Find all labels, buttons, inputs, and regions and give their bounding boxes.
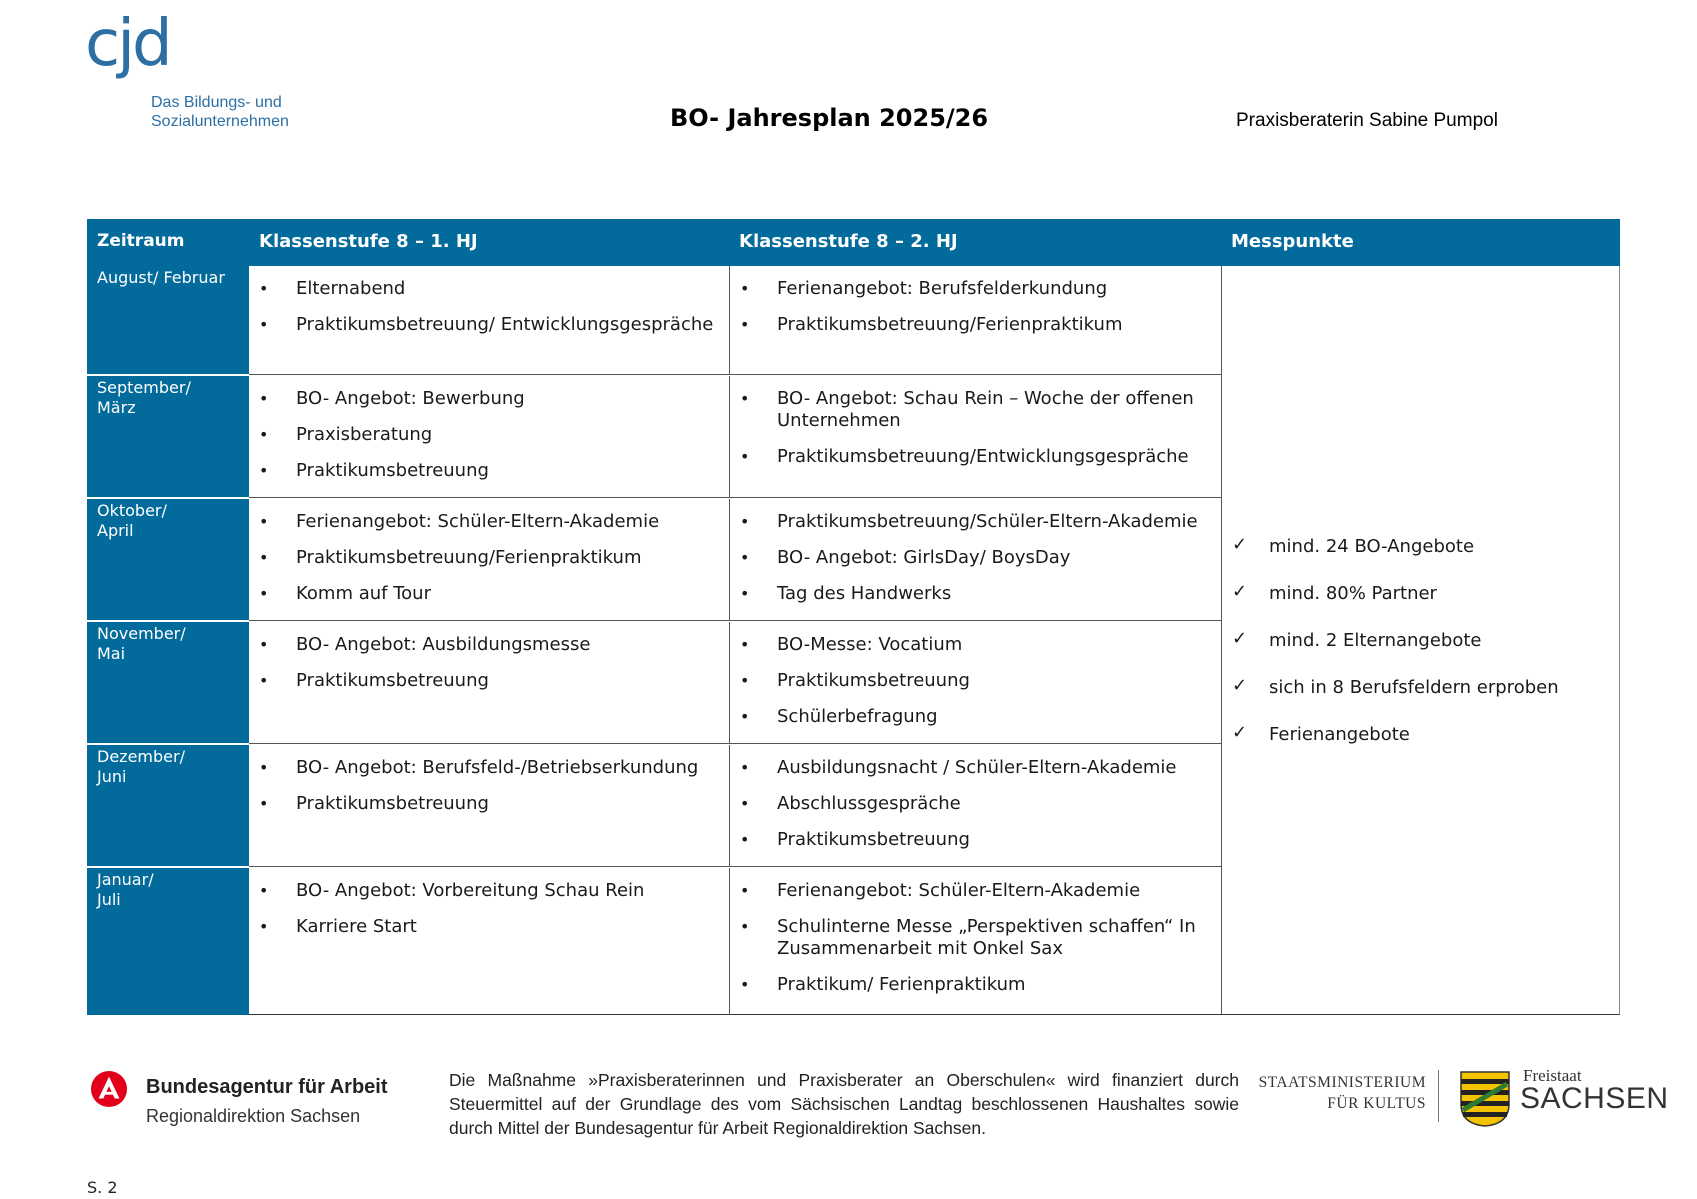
row-divider	[249, 497, 1221, 498]
hj2-cell	[729, 266, 1221, 374]
zeitraum-cell: August/ Februar	[87, 266, 249, 374]
logo-subline-1: Das Bildungs- und	[151, 94, 282, 111]
list-item: • BO- Angebot: Berufsfeld-/Betriebserkundung	[249, 757, 729, 779]
messpunkt-item	[1222, 536, 1559, 558]
zeitraum-cell: Januar/ Juli	[87, 868, 249, 1015]
ministry-line-2: FÜR KULTUS	[1327, 1095, 1426, 1112]
cjd-logo	[85, 7, 315, 135]
list-item: • Praktikum/ Ferienpraktikum	[730, 974, 1221, 996]
messpunkt-label: mind. 2 Elternangebote	[1269, 630, 1482, 651]
list-item: • Praktikumsbetreuung	[249, 793, 729, 815]
bundesagentur-logo-icon	[90, 1070, 128, 1108]
messpunkte-cell	[1221, 266, 1620, 1015]
row-divider	[249, 620, 1221, 621]
sachsen-label: SACHSEN	[1520, 1082, 1669, 1115]
zeitraum-cell: November/ Mai	[87, 622, 249, 743]
hj2-cell	[729, 499, 1221, 620]
list-item: • Praktikumsbetreuung/ Entwicklungsgespräche	[249, 314, 729, 336]
list-item: • BO- Angebot: Bewerbung	[249, 388, 729, 410]
header-hj2: Klassenstufe 8 – 2. HJ	[729, 219, 1221, 266]
hj2-cell	[729, 868, 1221, 1015]
page-number: S. 2	[87, 1178, 118, 1197]
list-item: • Abschlussgespräche	[730, 793, 1221, 815]
ba-region: Regionaldirektion Sachsen	[146, 1106, 361, 1126]
ba-name: Bundesagentur für Arbeit	[146, 1076, 388, 1098]
list-item: • Ausbildungsnacht / Schüler-Eltern-Akademie	[730, 757, 1221, 779]
header-hj1: Klassenstufe 8 – 1. HJ	[249, 219, 729, 266]
list-item: • Schülerbefragung	[730, 706, 1221, 728]
logo-wordmark: cjd	[85, 7, 170, 81]
list-item: • Praktikumsbetreuung	[249, 460, 729, 482]
messpunkt-label: Ferienangebote	[1269, 724, 1410, 745]
row-divider	[249, 374, 1221, 375]
funding-footer	[86, 1040, 1669, 1140]
zeitraum-cell: Dezember/ Juni	[87, 745, 249, 866]
ministry-name	[1186, 1072, 1426, 1114]
list-item: • Schulinterne Messe „Perspektiven schaffen“ In Zusammenarbeit mit Onkel Sax	[730, 916, 1221, 960]
advisor-name: Praxisberaterin Sabine Pumpol	[1236, 110, 1498, 131]
list-item: • Karriere Start	[249, 916, 729, 938]
row-divider	[249, 866, 1221, 867]
zeitraum-cell: Oktober/ April	[87, 499, 249, 620]
ministry-divider	[1438, 1070, 1439, 1122]
list-item: • Komm auf Tour	[249, 583, 729, 605]
header-zeitraum: Zeitraum	[87, 219, 249, 266]
list-item: • BO- Angebot: GirlsDay/ BoysDay	[730, 547, 1221, 569]
checkmark-icon: ✓	[1232, 534, 1248, 555]
logo-subline-2: Sozialunternehmen	[151, 113, 289, 130]
hj1-cell	[249, 499, 729, 620]
list-item: • Praktikumsbetreuung	[730, 670, 1221, 692]
list-item: • Praktikumsbetreuung/Ferienpraktikum	[730, 314, 1221, 336]
checkmark-icon: ✓	[1232, 581, 1248, 602]
messpunkt-label: mind. 80% Partner	[1269, 583, 1437, 604]
list-item: • BO- Angebot: Schau Rein – Woche der offenen Unternehmen	[730, 388, 1221, 432]
list-item: • Tag des Handwerks	[730, 583, 1221, 605]
list-item: • Praktikumsbetreuung/Ferienpraktikum	[249, 547, 729, 569]
list-item: • Elternabend	[249, 278, 729, 300]
messpunkt-item	[1222, 724, 1559, 746]
list-item: • BO- Angebot: Ausbildungsmesse	[249, 634, 729, 656]
messpunkt-label: mind. 24 BO-Angebote	[1269, 536, 1475, 557]
list-item: • Ferienangebot: Schüler-Eltern-Akademie	[730, 880, 1221, 902]
row-divider	[249, 743, 1221, 744]
messpunkt-label: sich in 8 Berufsfeldern erproben	[1269, 677, 1559, 698]
funding-text: Die Maßnahme »Praxisberaterinnen und Praxisberater an Oberschulen« wird finanziert durch Steuermittel auf der Grundlage des vom Sächsischen Landtag beschlossenen Haushaltes sowie durch Mittel der Bundesagentur für Arbeit Regionaldirektion Sachsen.	[449, 1070, 1239, 1138]
messpunkt-item	[1222, 583, 1559, 605]
header-messpunkte: Messpunkte	[1221, 219, 1620, 266]
messpunkt-item	[1222, 630, 1559, 652]
hj1-cell	[249, 266, 729, 374]
checkmark-icon: ✓	[1232, 675, 1248, 696]
hj2-cell	[729, 745, 1221, 866]
hj1-cell	[249, 745, 729, 866]
list-item: • Praktikumsbetreuung/Schüler-Eltern-Akademie	[730, 511, 1221, 533]
zeitraum-cell: September/ März	[87, 376, 249, 497]
list-item: • Ferienangebot: Schüler-Eltern-Akademie	[249, 511, 729, 533]
ministry-line-1: STAATSMINISTERIUM	[1258, 1074, 1426, 1091]
list-item: • Praxisberatung	[249, 424, 729, 446]
list-item: • Ferienangebot: Berufsfelderkundung	[730, 278, 1221, 300]
list-item: • BO- Angebot: Vorbereitung Schau Rein	[249, 880, 729, 902]
list-item: • Praktikumsbetreuung	[249, 670, 729, 692]
hj1-cell	[249, 622, 729, 743]
list-item: • Praktikumsbetreuung	[730, 829, 1221, 851]
annual-plan-table	[87, 219, 1620, 1015]
messpunkt-item	[1222, 677, 1559, 699]
page-title: BO- Jahresplan 2025/26	[670, 104, 989, 132]
hj2-cell	[729, 376, 1221, 497]
checkmark-icon: ✓	[1232, 628, 1248, 649]
hj2-cell	[729, 622, 1221, 743]
freistaat-label: Freistaat	[1523, 1066, 1582, 1085]
list-item: • BO-Messe: Vocatium	[730, 634, 1221, 656]
list-item: • Praktikumsbetreuung/Entwicklungsgespräche	[730, 446, 1221, 468]
saxony-coat-of-arms-icon	[1459, 1070, 1511, 1128]
hj1-cell	[249, 376, 729, 497]
hj1-cell	[249, 868, 729, 1015]
checkmark-icon: ✓	[1232, 722, 1248, 743]
